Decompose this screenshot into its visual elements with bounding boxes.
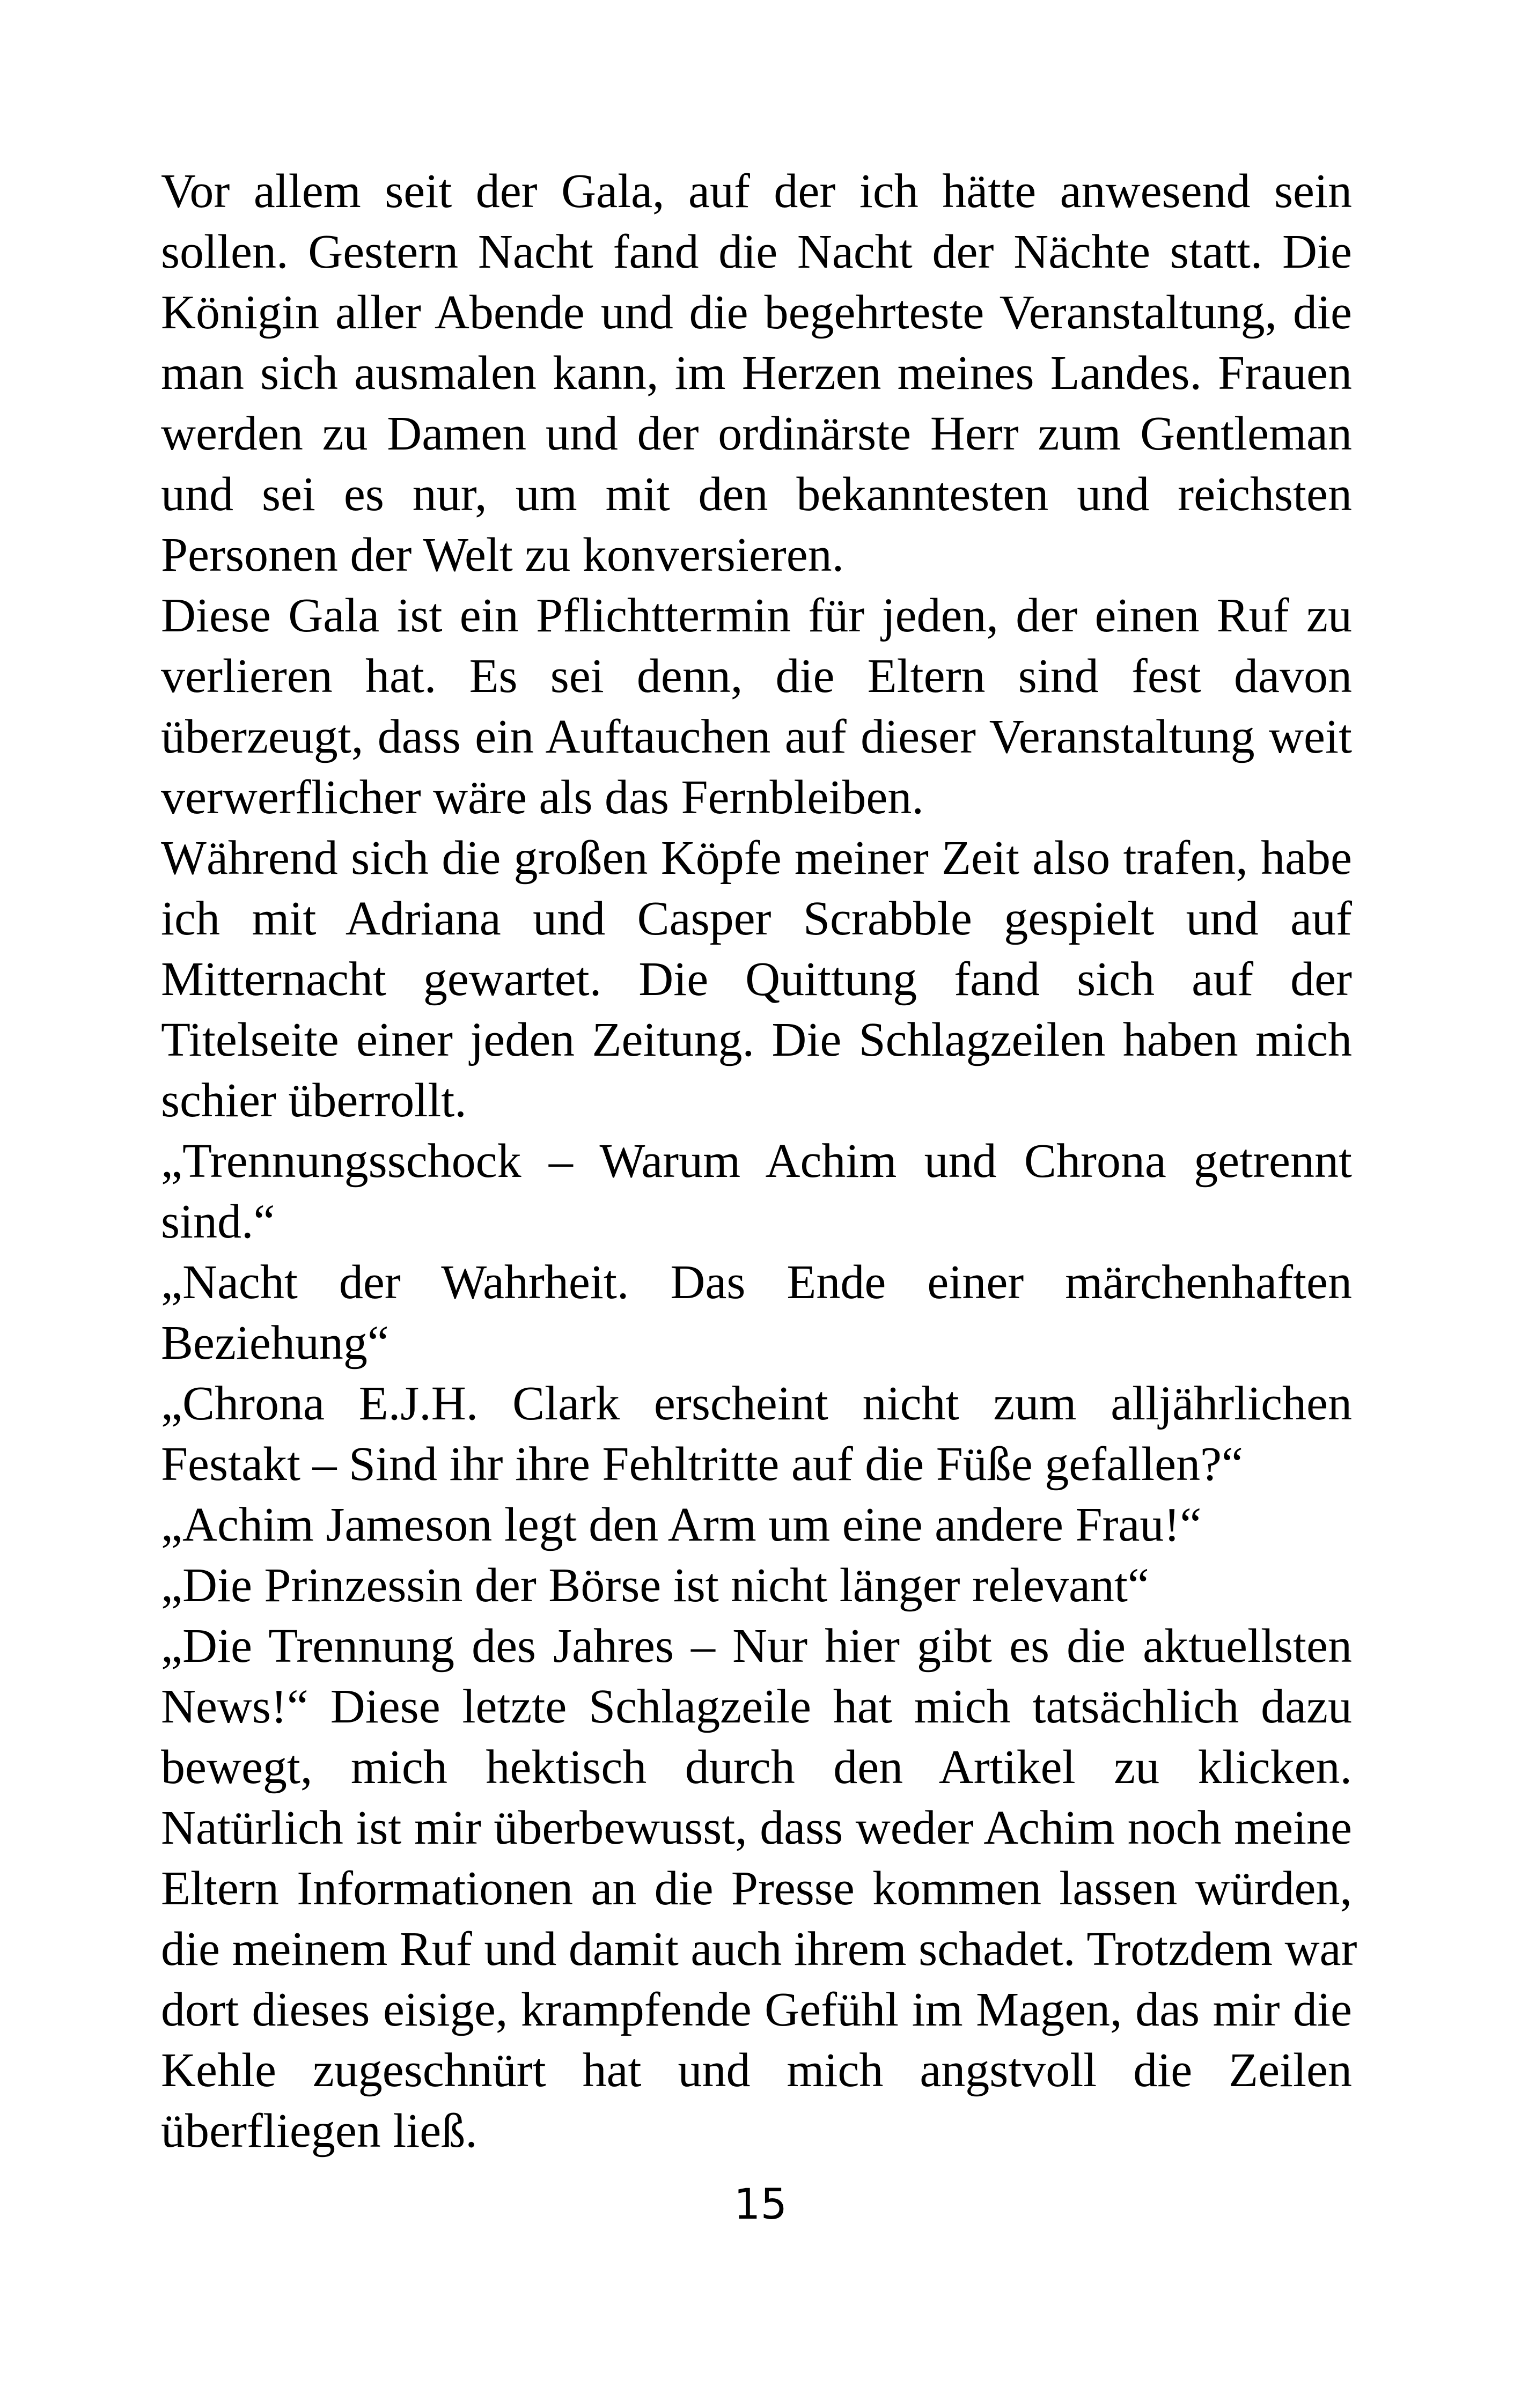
text-line: „Achim Jameson legt den Arm um eine andere Frau!“ xyxy=(161,1498,1202,1551)
text-line: Festakt – Sind ihr ihre Fehltritte auf die Füße gefallen?“ xyxy=(161,1438,1243,1491)
text-line: überfliegen ließ. xyxy=(161,2104,477,2157)
text-line: Natürlich ist mir überbewusst, dass weder Achim noch meine xyxy=(161,1801,1352,1854)
text-line: „Die Prinzessin der Börse ist nicht länger relevant“ xyxy=(161,1559,1149,1612)
text-line: News!“ Diese letzte Schlagzeile hat mich tatsächlich dazu xyxy=(161,1680,1352,1733)
text-line: die meinem Ruf und damit auch ihrem schadet. Trotzdem war xyxy=(161,1923,1357,1976)
text-line: verwerflicher wäre als das Fernbleiben. xyxy=(161,771,924,824)
text-line: sind.“ xyxy=(161,1195,275,1248)
text-line: Beziehung“ xyxy=(161,1316,389,1369)
text-line: sollen. Gestern Nacht fand die Nacht der Nächte statt. Die xyxy=(161,225,1352,278)
text-line: Kehle zugeschnürt hat und mich angstvoll die Zeilen xyxy=(161,2044,1352,2097)
text-line: überzeugt, dass ein Auftauchen auf dieser Veranstaltung weit xyxy=(161,710,1352,763)
text-line: man sich ausmalen kann, im Herzen meines Landes. Frauen xyxy=(161,347,1352,400)
text-line: dort dieses eisige, krampfende Gefühl im Magen, das mir die xyxy=(161,1983,1352,2036)
text-line: Personen der Welt zu konversieren. xyxy=(161,528,844,581)
text-line: Eltern Informationen an die Presse kommen lassen würden, xyxy=(161,1862,1352,1915)
page-number: 15 xyxy=(733,2181,788,2229)
text-line: „Die Trennung des Jahres – Nur hier gibt es die aktuellsten xyxy=(161,1619,1352,1673)
text-line: Mitternacht gewartet. Die Quittung fand sich auf der xyxy=(161,953,1352,1006)
text-line: Diese Gala ist ein Pflichttermin für jeden, der einen Ruf zu xyxy=(161,589,1352,642)
text-line: verlieren hat. Es sei denn, die Eltern sind fest davon xyxy=(161,650,1352,703)
text-line: ich mit Adriana und Casper Scrabble gespielt und auf xyxy=(161,892,1352,945)
text-line: Während sich die großen Köpfe meiner Zeit also trafen, habe xyxy=(161,831,1352,885)
text-line: schier überrollt. xyxy=(161,1074,467,1127)
text-line: Titelseite einer jeden Zeitung. Die Schlagzeilen haben mich xyxy=(161,1013,1352,1066)
text-line: bewegt, mich hektisch durch den Artikel zu klicken. xyxy=(161,1741,1352,1794)
body-text xyxy=(161,161,1357,2161)
text-line: Vor allem seit der Gala, auf der ich hätte anwesend sein xyxy=(161,165,1352,218)
text-line: und sei es nur, um mit den bekanntesten und reichsten xyxy=(161,468,1352,521)
text-line: „Chrona E.J.H. Clark erscheint nicht zum alljährlichen xyxy=(161,1377,1352,1430)
text-line: „Trennungsschock – Warum Achim und Chrona getrennt xyxy=(161,1135,1352,1188)
text-line: werden zu Damen und der ordinärste Herr zum Gentleman xyxy=(161,407,1352,460)
text-line: „Nacht der Wahrheit. Das Ende einer märchenhaften xyxy=(161,1256,1352,1309)
text-line: Königin aller Abende und die begehrteste Veranstaltung, die xyxy=(161,286,1352,339)
